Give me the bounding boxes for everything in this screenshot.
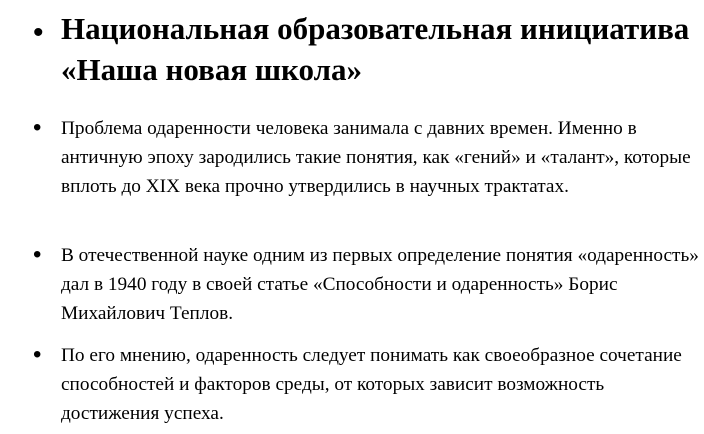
bullet-text-3: По его мнению, одаренность следует понимать как своеобразное сочетание способностей и факторов среды, от которых зависит возможность достижения успеха. — [61, 345, 682, 424]
bullet-icon: • — [33, 16, 44, 49]
bullet-text-2: В отечественной науке одним из первых определение понятия «одаренность» дал в 1940 году в своей статье «Способности и одаренность» Борис Михайлович Теплов. — [61, 245, 699, 324]
bullet-icon: • — [33, 241, 42, 268]
bullet-icon: • — [33, 114, 42, 141]
slide-title: Национальная образовательная инициатива «Наша новая школа» — [61, 11, 690, 87]
bullet-text-1: Проблема одаренности человека занимала с давних времен. Именно в античную эпоху зародились такие понятия, как «гений» и «талант», которые вплоть до XIX века прочно утвердились в научных трактатах. — [61, 118, 691, 197]
bullet-icon: • — [33, 341, 42, 368]
